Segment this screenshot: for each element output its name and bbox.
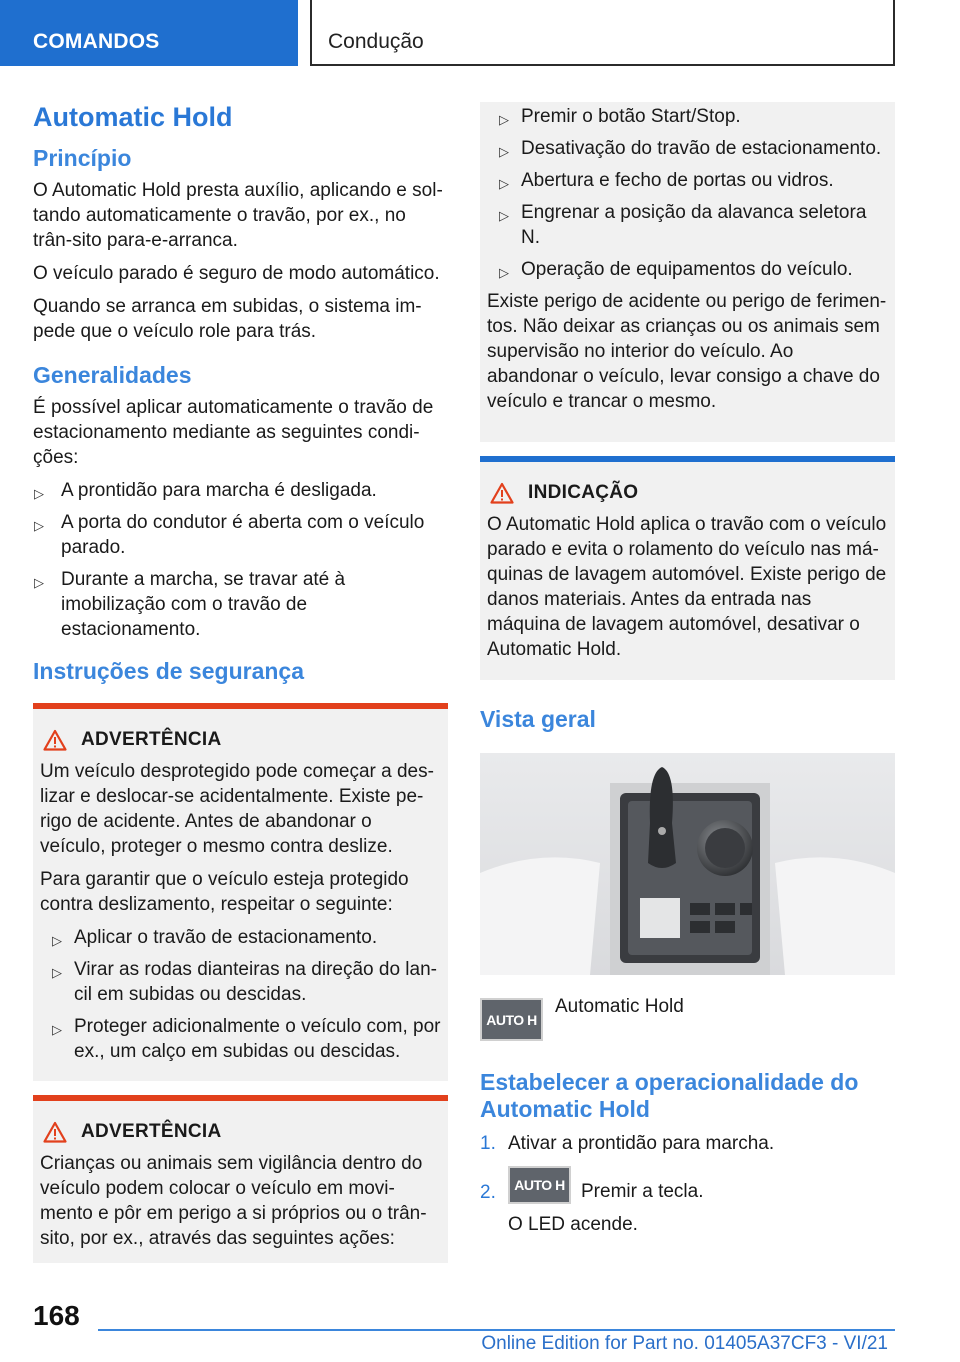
steps-list [480,1131,895,1237]
step-text: Ativar a prontidão para marcha. [508,1133,775,1154]
triangle-bullet-icon: ▷ [34,575,44,590]
warning-list [487,104,888,282]
list-item-text: Durante a marcha, se travar até à imobilização com o travão de estacionamento. [61,569,346,640]
warning-triangle-icon [43,1121,67,1143]
vista-heading: Vista geral [480,706,596,732]
principio-paragraph: O veículo parado é seguro de modo automático. [33,263,440,284]
list-item [487,136,888,161]
notice-title-label: INDICAÇÃO [528,482,639,503]
triangle-bullet-icon: ▷ [499,112,509,127]
icon-legend [480,998,895,1041]
list-item-text: Operação de equipamentos do veículo. [521,259,853,280]
warning-text: Para garantir que o veículo esteja protegido contra deslizamento, respeitar o seguinte: [40,869,409,915]
warning-title [40,729,441,751]
footer-divider [98,1329,895,1331]
list-item [487,168,888,193]
notice-box [480,456,895,680]
list-item-text: A porta do condutor é aberta com o veículo parado. [61,512,425,558]
triangle-bullet-icon: ▷ [499,208,509,223]
auto-h-button-icon: AUTO H [508,1166,571,1204]
generalidades-heading: Generalidades [33,362,192,388]
warning-box-continued [480,102,895,442]
auto-h-button-icon: AUTO H [480,998,543,1041]
section-label: COMANDOS [33,30,160,53]
estabelecer-heading: Estabelecer a operacionalidade do Automatic Hold [480,1069,859,1122]
warning-text: Crianças ou animais sem vigilância dentro do veículo podem colocar o veículo em movi-mento e pôr em perigo a si próprios ou o trân-sito, por ex., através das seguintes ações: [40,1153,427,1249]
warning-box [33,1095,448,1263]
list-item-text: Premir o botão Start/Stop. [521,106,741,127]
list-item-text: A prontidão para marcha é desligada. [61,480,377,501]
list-item [40,957,441,1007]
triangle-bullet-icon: ▷ [34,486,44,501]
list-item [487,257,888,282]
warning-title-label: ADVERTÊNCIA [81,729,222,750]
list-item [33,478,448,503]
page-number: 168 [33,1300,80,1331]
warning-title-label: ADVERTÊNCIA [81,1121,222,1142]
section-tab [0,0,298,66]
step-text: Premir a tecla. [581,1181,704,1202]
principio-heading: Princípio [33,145,132,171]
list-item-text: Virar as rodas dianteiras na direção do lan-cil em subidas ou descidas. [74,959,437,1005]
list-item-text: Aplicar o travão de estacionamento. [74,927,378,948]
left-column [33,102,448,1263]
generalidades-intro: É possível aplicar automaticamente o travão de estacionamento mediante as seguintes condi-ções: [33,397,434,468]
triangle-bullet-icon: ▷ [52,1022,62,1037]
list-item [40,925,441,950]
triangle-bullet-icon: ▷ [52,933,62,948]
triangle-bullet-icon: ▷ [34,518,44,533]
warning-box [33,703,448,1081]
chapter-tab [310,0,895,66]
seguranca-heading: Instruções de segurança [33,658,304,684]
list-item-text: Engrenar a posição da alavanca seletora N. [521,202,867,248]
warning-text: Um veículo desprotegido pode começar a des-lizar e deslocar-se acidentalmente. Existe pe-rigo de acidente. Antes de abandonar o veículo, proteger o mesmo contra deslize. [40,761,434,857]
step-subtext: O LED acende. [508,1214,638,1235]
notice-text: O Automatic Hold aplica o travão com o veículo parado e evita o rolamento do veículo nas má-quinas de lavagem automóvel. Existe perigo de danos materiais. Antes da entrada nas máquina de lavagem automóvel, desativar o Automatic Hold. [487,514,887,660]
page-title: Automatic Hold [33,102,233,132]
step-number: 2. [480,1182,496,1203]
edition-footer: Online Edition for Part no. 01405A37CF3 - VI/21 [481,1333,888,1354]
list-item [33,567,448,642]
step-item [480,1166,895,1237]
list-item [487,104,888,129]
icon-caption: Automatic Hold [555,996,684,1017]
step-item [480,1131,895,1156]
list-item-text: Desativação do travão de estacionamento. [521,138,882,159]
generalidades-list [33,478,448,642]
warning-triangle-icon [490,482,514,504]
list-item [487,200,888,250]
notice-title [487,482,888,504]
step-number: 1. [480,1133,496,1154]
warning-text: Existe perigo de acidente ou perigo de ferimen-tos. Não deixar as crianças ou os animais sem supervisão no interior do veículo. Ao abandonar o veículo, levar consigo a chave do veículo e trancar o mesmo. [487,291,887,412]
triangle-bullet-icon: ▷ [52,965,62,980]
list-item-text: Abertura e fecho de portas ou vidros. [521,170,834,191]
principio-paragraph: Quando se arranca em subidas, o sistema im-pede que o veículo role para trás. [33,296,422,342]
warning-title [40,1121,441,1143]
triangle-bullet-icon: ▷ [499,176,509,191]
triangle-bullet-icon: ▷ [499,265,509,280]
warning-triangle-icon [43,729,67,751]
center-console-photo [480,753,895,975]
triangle-bullet-icon: ▷ [499,144,509,159]
list-item [33,510,448,560]
warning-list [40,925,441,1064]
list-item [40,1014,441,1064]
principio-paragraph: O Automatic Hold presta auxílio, aplicando e sol-tando automaticamente o travão, por ex., no trân-sito para-e-arranca. [33,180,443,251]
right-column [480,102,895,1247]
list-item-text: Proteger adicionalmente o veículo com, por ex., um calço em subidas ou descidas. [74,1016,441,1062]
chapter-label: Condução [328,30,424,53]
